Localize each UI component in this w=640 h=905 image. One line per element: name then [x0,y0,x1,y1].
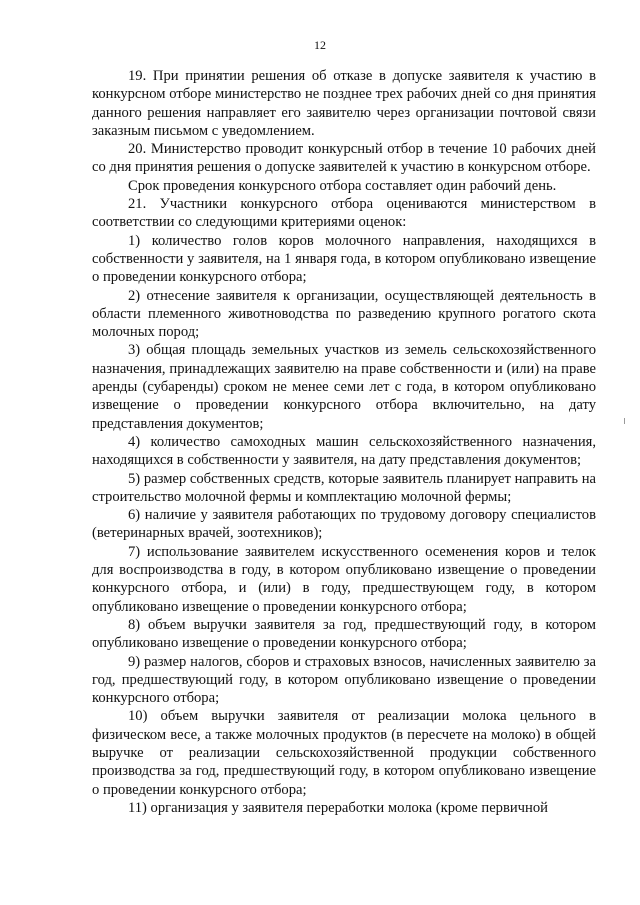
criterion-3-land-area: 3) общая площадь земельных участков из земель сельскохозяйственного назначения, принадлежащих заявителю на праве собственности и (или) на праве аренды (субаренды) сроком не менее семи лет с года, в котором опубликовано извещение о проведении конкурсного отбора включительно, на дату представления документов; [92,342,596,432]
document-body [92,67,596,817]
criterion-8-revenue: 8) объем выручки заявителя за год, предшествующий году, в котором опубликовано извещение о проведении конкурсного отбора; [92,616,596,652]
criterion-4-machinery: 4) количество самоходных машин сельскохозяйственного назначения, находящихся в собственности у заявителя, на дату представления документов; [92,433,596,469]
criterion-11-milk-processing: 11) организация у заявителя переработки молока (кроме первичной [128,799,548,816]
scan-mark [624,418,625,424]
page-number: 12 [314,38,326,52]
criterion-9-taxes: 9) размер налогов, сборов и страховых взносов, начисленных заявителю за год, предшествующий году, в котором опубликовано извещение о проведении конкурсного отбора; [92,653,596,707]
paragraph-21-evaluation-criteria: 21. Участники конкурсного отбора оцениваются министерством в соответствии со следующими критериями оценок: [92,196,596,231]
criterion-6-specialists: 6) наличие у заявителя работающих по трудовому договору специалистов (ветеринарных врачей, зоотехников); [92,507,596,542]
criterion-7-insemination: 7) использование заявителем искусственного осеменения коров и телок для воспроизводства в году, в котором опубликовано извещение о проведении конкурсного отбора, и (или) в году, предшествующем году, в котором опубликовано извещение о проведении конкурсного отбора; [92,543,596,615]
criterion-1-dairy-cows: 1) количество голов коров молочного направления, находящихся в собственности у заявителя, на 1 января года, в котором опубликовано извещение о проведении конкурсного отбора; [92,232,596,286]
paragraph-19-refusal-notice: 19. При принятии решения об отказе в допуске заявителя к участию в конкурсном отборе министерство не позднее трех рабочих дней со дня принятия данного решения направляет его заявителю через организации почтовой связи заказным письмом с уведомлением. [92,68,596,139]
criterion-10-milk-revenue-share: 10) объем выручки заявителя от реализации молока цельного в физическом весе, а также молочных продуктов (в пересчете на молоко) в общей выручке от реализации сельскохозяйственной продукции собственного производства за год, предшествующий году, в котором опубликовано извещение о проведении конкурсного отбора; [92,708,596,798]
criterion-2-breeding-organization: 2) отнесение заявителя к организации, осуществляющей деятельность в области племенного животноводства по разведению крупного рогатого скота молочных пород; [92,287,596,341]
paragraph-selection-duration: Срок проведения конкурсного отбора составляет один рабочий день. [128,177,557,194]
paragraph-20-selection-period: 20. Министерство проводит конкурсный отбор в течение 10 рабочих дней со дня принятия решения о допуске заявителей к участию в конкурсном отборе. [92,141,596,176]
criterion-5-own-funds: 5) размер собственных средств, которые заявитель планирует направить на строительство молочной фермы и комплектацию молочной фермы; [92,470,596,505]
